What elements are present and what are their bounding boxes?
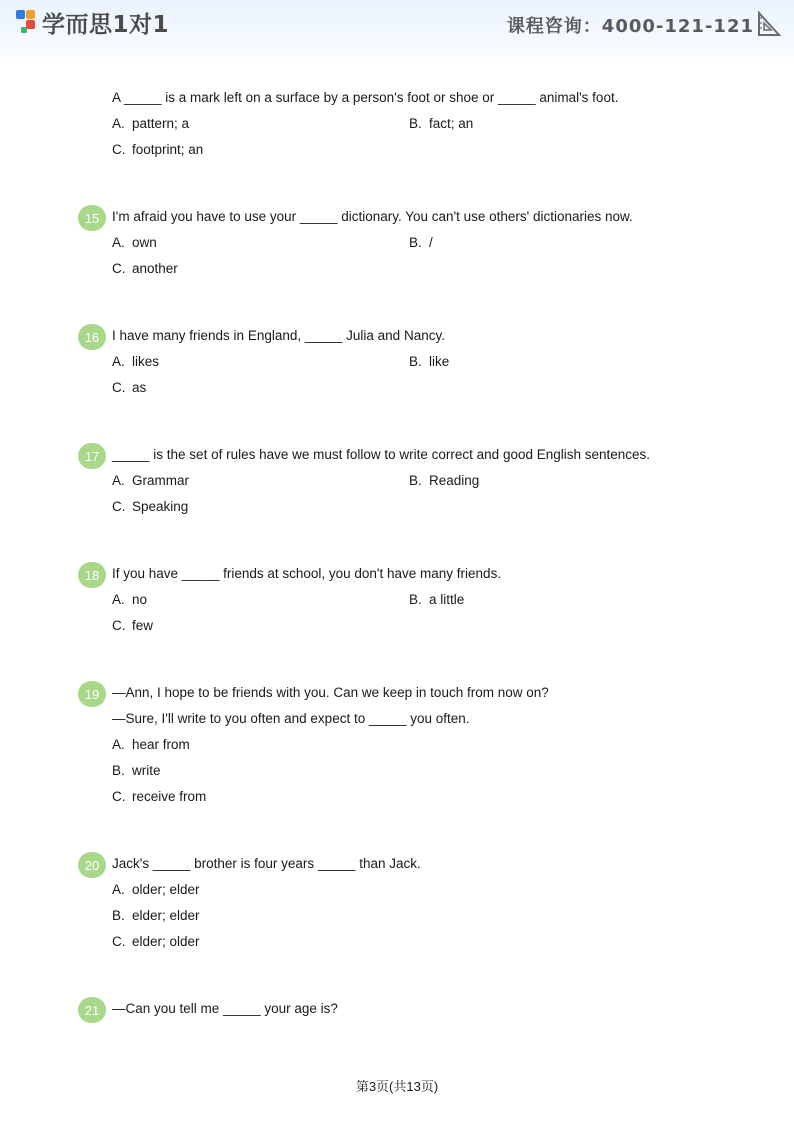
- question-stem: —Can you tell me _____ your age is?: [112, 1001, 338, 1016]
- ruler-triangle-icon: [756, 10, 782, 38]
- question-stem: Jack's _____ brother is four years _____ than Jack.: [112, 856, 421, 871]
- brand-name: 学而思1对1: [42, 12, 170, 38]
- option-c: C. footprint; an: [112, 142, 204, 157]
- option-b: B. like: [409, 354, 450, 369]
- question-stem-reply: —Sure, I'll write to you often and expect to _____ you often.: [112, 711, 470, 726]
- question-number-badge: 16: [78, 324, 106, 350]
- option-c: C. few: [112, 618, 154, 633]
- option-c: C. another: [112, 261, 178, 276]
- option-b: B. write: [112, 763, 161, 778]
- question-stem: If you have _____ friends at school, you don't have many friends.: [112, 566, 502, 581]
- question-number-badge: 21: [78, 997, 106, 1023]
- option-c: C. Speaking: [112, 499, 189, 514]
- option-b: B. /: [409, 235, 433, 250]
- question-number-badge: 17: [78, 443, 106, 469]
- consult-hotline: 课程咨询：4000-121-121: [506, 16, 754, 37]
- page-number: 第3页(共13页): [355, 1079, 439, 1094]
- brand-logo-icon: [14, 8, 40, 36]
- question-stem: —Ann, I hope to be friends with you. Can we keep in touch from now on?: [112, 685, 549, 700]
- question-stem: A _____ is a mark left on a surface by a person's foot or shoe or _____ animal's foot.: [112, 90, 619, 105]
- question-stem: I have many friends in England, _____ Julia and Nancy.: [112, 328, 445, 343]
- option-a: A. older; elder: [112, 882, 200, 897]
- option-b: B. elder; elder: [112, 908, 200, 923]
- question-stem: _____ is the set of rules have we must follow to write correct and good English sentences.: [112, 447, 651, 462]
- question-number-badge: 20: [78, 852, 106, 878]
- question-number-badge: 19: [78, 681, 106, 707]
- question-number-badge: 15: [78, 205, 106, 231]
- option-b: B. Reading: [409, 473, 480, 488]
- option-c: C. elder; older: [112, 934, 200, 949]
- question-stem: I'm afraid you have to use your _____ dictionary. You can't use others' dictionaries now.: [112, 209, 633, 224]
- option-a: A. likes: [112, 354, 160, 369]
- option-a: A. no: [112, 592, 148, 607]
- option-b: B. fact; an: [409, 116, 474, 131]
- option-b: B. a little: [409, 592, 465, 607]
- option-a: A. own: [112, 235, 157, 250]
- question-number-badge: 18: [78, 562, 106, 588]
- option-c: C. receive from: [112, 789, 207, 804]
- option-c: C. as: [112, 380, 147, 395]
- option-a: A. pattern; a: [112, 116, 190, 131]
- option-a: A. hear from: [112, 737, 190, 752]
- page-header: [0, 0, 794, 66]
- option-a: A. Grammar: [112, 473, 189, 488]
